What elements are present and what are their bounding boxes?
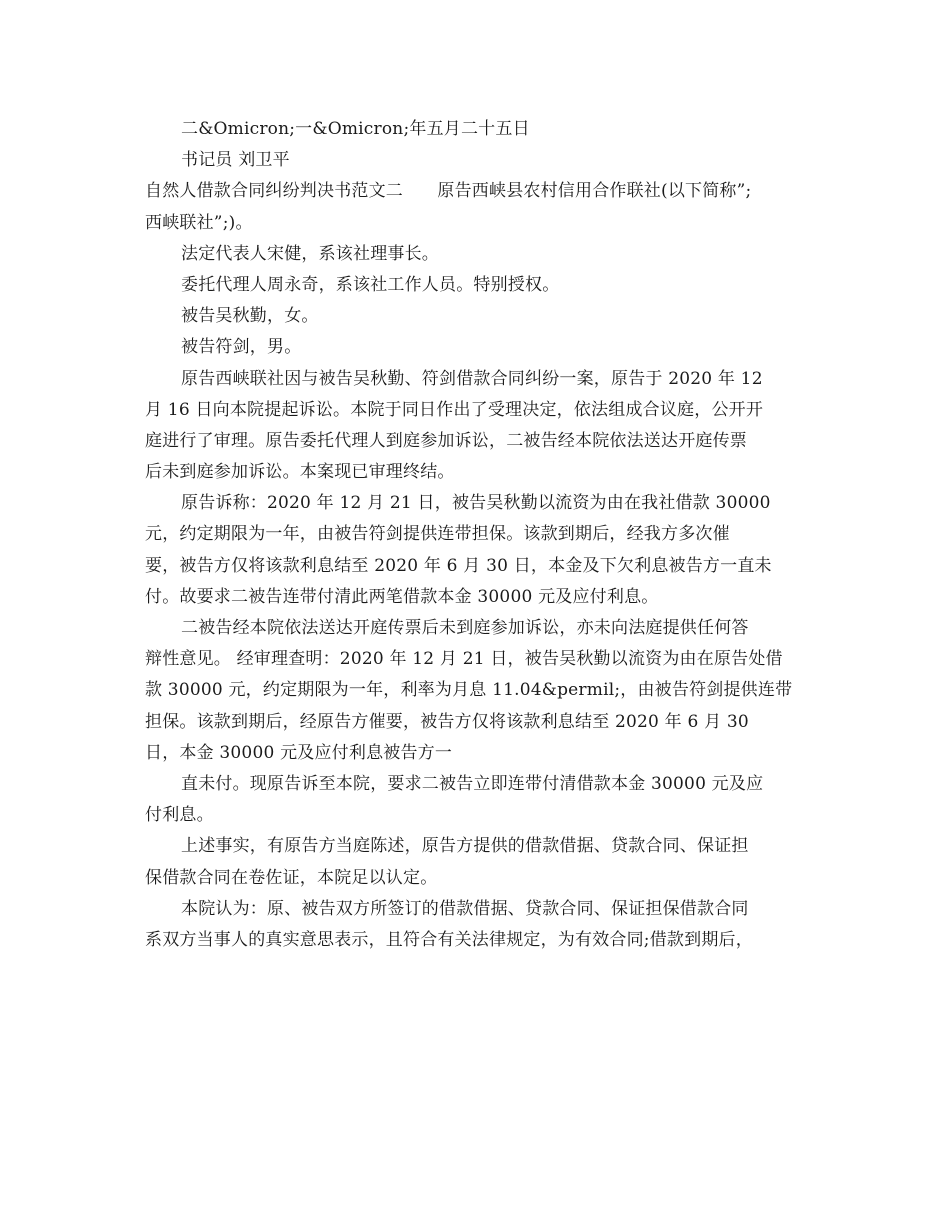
text-line: 上述事实，有原告方当庭陈述，原告方提供的借款借据、贷款合同、保证担 <box>181 836 749 857</box>
text-line: 原告西峡联社因与被告吴秋勤、符剑借款合同纠纷一案，原告于 2020 年 12 <box>181 368 763 389</box>
document-body <box>145 114 815 956</box>
text-line: 款 30000 元，约定期限为一年，利率为月息 11.04&permil;，由被告符剑提供连带 <box>145 680 793 701</box>
text-line: 二&Omicron;一&Omicron;年五月二十五日 <box>181 119 530 139</box>
text-line: 保借款合同在卷佐证，本院足以认定。 <box>145 867 438 888</box>
text-line: 法定代表人宋健，系该社理事长。 <box>181 243 439 264</box>
text-line: 元，约定期限为一年，由被告符剑提供连带担保。该款到期后，经我方多次催 <box>145 524 730 545</box>
text-line: 系双方当事人的真实意思表示，且符合有关法律规定，为有效合同;借款到期后， <box>145 929 753 950</box>
text-line: 直未付。现原告诉至本院，要求二被告立即连带付清借款本金 30000 元及应 <box>181 773 764 794</box>
text-line: 付。故要求二被告连带付清此两笔借款本金 30000 元及应付利息。 <box>145 586 659 607</box>
text-line: 委托代理人周永奇，系该社工作人员。特别授权。 <box>181 274 560 295</box>
text-line: 西峡联社”;)。 <box>145 212 253 233</box>
text-line: 二被告经本院依法送达开庭传票后未到庭参加诉讼，亦未向法庭提供任何答 <box>181 618 749 638</box>
text-line: 庭进行了审理。原告委托代理人到庭参加诉讼，二被告经本院依法送达开庭传票 <box>145 430 747 451</box>
text-line: 要，被告方仅将该款利息结至 2020 年 6 月 30 日，本金及下欠利息被告方一直未 <box>145 555 772 576</box>
text-line: 本院认为：原、被告双方所签订的借款借据、贷款合同、保证担保借款合同 <box>181 898 749 919</box>
text-line: 月 16 日向本院提起诉讼。本院于同日作出了受理决定，依法组成合议庭，公开开 <box>145 399 764 420</box>
text-line: 原告诉称：2020 年 12 月 21 日，被告吴秋勤以流资为由在我社借款 30000 <box>181 493 771 514</box>
text-line: 日，本金 30000 元及应付利息被告方一 <box>145 742 453 763</box>
text-line: 担保。该款到期后，经原告方催要，被告方仅将该款利息结至 2020 年 6 月 30 <box>145 711 749 732</box>
text-line: 被告吴秋勤，女。 <box>181 306 319 327</box>
text-line: 被告符剑，男。 <box>181 337 302 358</box>
text-line: 自然人借款合同纠纷判决书范文二 原告西峡县农村信用合作联社(以下简称”; <box>145 181 752 202</box>
text-line: 辩性意见。 经审理查明：2020 年 12 月 21 日，被告吴秋勤以流资为由在原告处借 <box>145 649 783 670</box>
text-line: 付利息。 <box>145 805 214 826</box>
text-line: 后未到庭参加诉讼。本案现已审理终结。 <box>145 462 455 483</box>
text-line: 书记员 刘卫平 <box>181 150 290 171</box>
